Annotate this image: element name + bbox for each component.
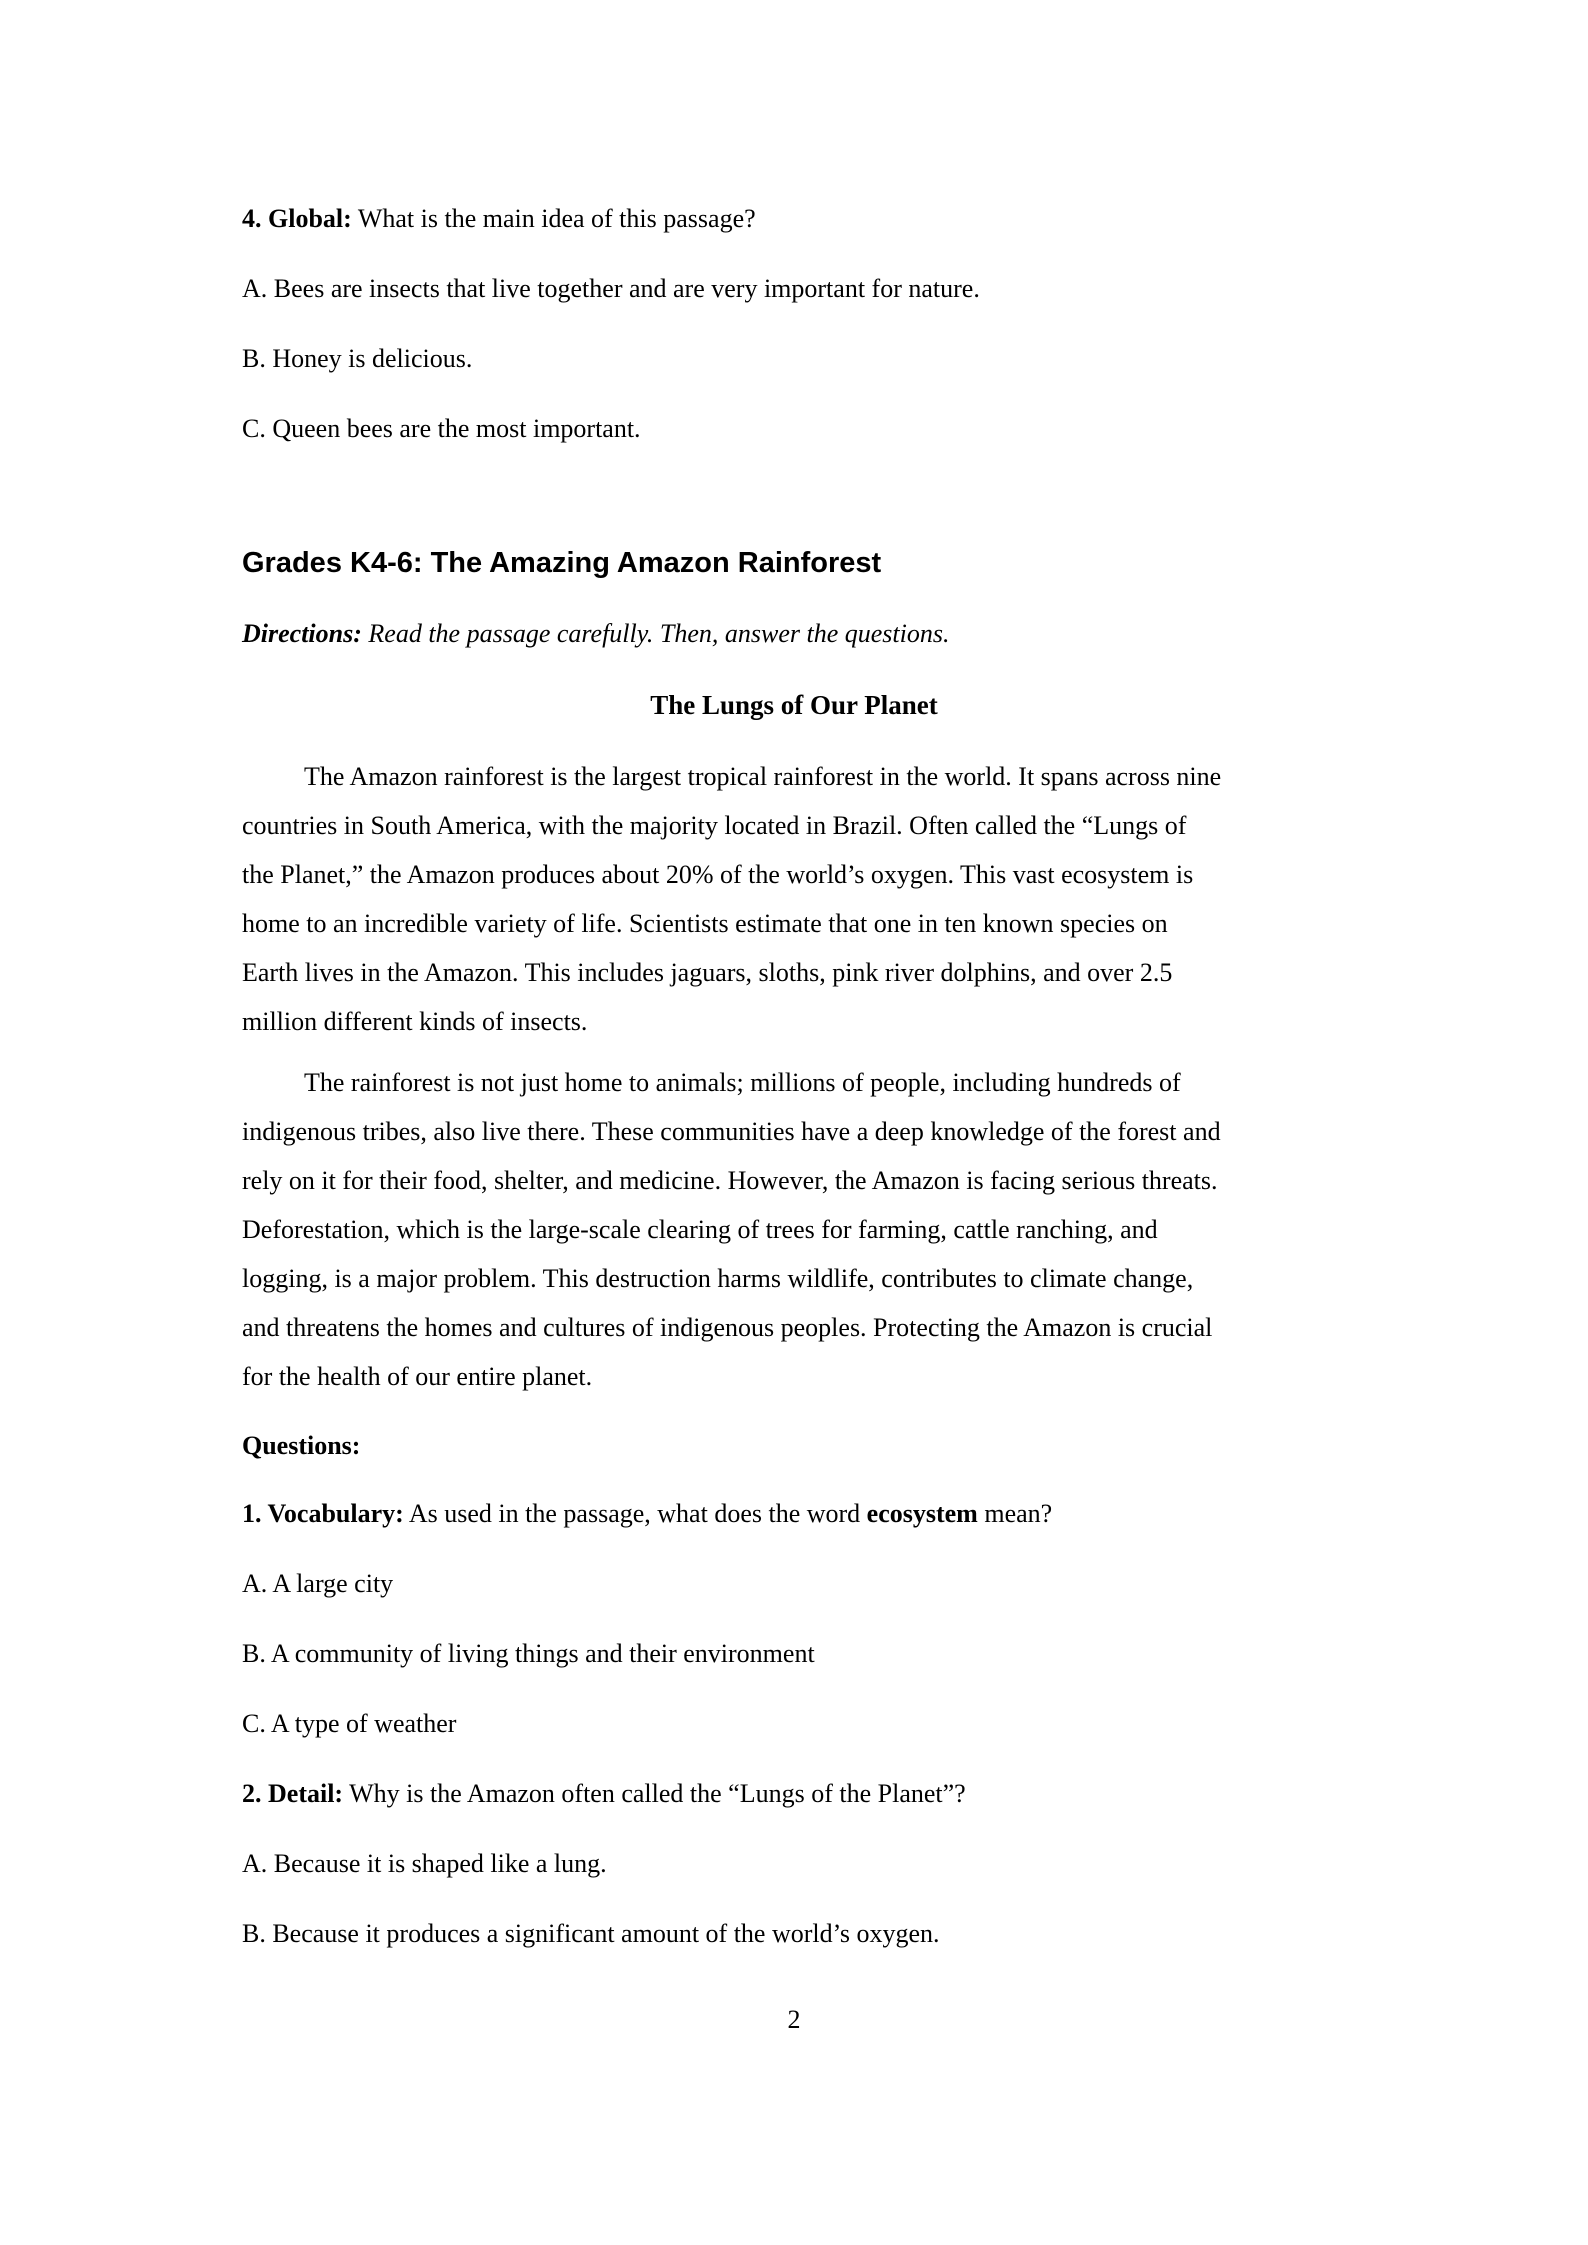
question-1-bold-word: ecosystem — [866, 1499, 978, 1528]
question-2-label: 2. Detail: — [242, 1779, 344, 1808]
paragraph-line: countries in South America, with the majority located in Brazil. Often called the “Lungs of — [242, 811, 1187, 840]
passage-paragraph-2 — [242, 1058, 1346, 1401]
page-number: 2 — [787, 2005, 801, 2034]
paragraph-line: for the health of our entire planet. — [242, 1362, 593, 1391]
question-1-option-a: A. A large city — [242, 1569, 394, 1598]
question-1-text-before: As used in the passage, what does the word — [403, 1499, 867, 1528]
question-1-text-after: mean? — [977, 1499, 1053, 1528]
question-4-option-b: B. Honey is delicious. — [242, 344, 473, 373]
paragraph-line: logging, is a major problem. This destruction harms wildlife, contributes to climate change, — [242, 1264, 1194, 1293]
paragraph-line: Deforestation, which is the large-scale clearing of trees for farming, cattle ranching, and — [242, 1215, 1158, 1244]
passage-title: The Lungs of Our Planet — [650, 690, 938, 720]
directions-text: Read the passage carefully. Then, answer the questions. — [361, 619, 950, 648]
page-content — [242, 194, 1346, 1958]
question-1 — [242, 1489, 1346, 1538]
question-4-option-a: A. Bees are insects that live together and are very important for nature. — [242, 274, 980, 303]
section-heading: Grades K4-6: The Amazing Amazon Rainforest — [242, 547, 882, 579]
questions-label: Questions: — [242, 1431, 361, 1460]
question-2 — [242, 1769, 1346, 1818]
paragraph-line: Earth lives in the Amazon. This includes jaguars, sloths, pink river dolphins, and over 2.5 — [242, 958, 1173, 987]
paragraph-line: indigenous tribes, also live there. These communities have a deep knowledge of the forest and — [242, 1117, 1221, 1146]
paragraph-line: rely on it for their food, shelter, and medicine. However, the Amazon is facing serious threats. — [242, 1166, 1218, 1195]
question-2-option-b: B. Because it produces a significant amount of the world’s oxygen. — [242, 1919, 940, 1948]
question-2-option-a: A. Because it is shaped like a lung. — [242, 1849, 607, 1878]
paragraph-line: The Amazon rainforest is the largest tropical rainforest in the world. It spans across nine — [304, 762, 1222, 791]
question-1-label: 1. Vocabulary: — [242, 1499, 404, 1528]
paragraph-line: home to an incredible variety of life. Scientists estimate that one in ten known species on — [242, 909, 1168, 938]
paragraph-line: and threatens the homes and cultures of indigenous peoples. Protecting the Amazon is crucial — [242, 1313, 1213, 1342]
directions-label: Directions: — [242, 619, 362, 648]
question-2-text: Why is the Amazon often called the “Lungs of the Planet”? — [343, 1779, 966, 1808]
paragraph-line: The rainforest is not just home to animals; millions of people, including hundreds of — [304, 1068, 1181, 1097]
question-4-label: 4. Global: — [242, 204, 352, 233]
question-1-option-c: C. A type of weather — [242, 1709, 457, 1738]
paragraph-line: million different kinds of insects. — [242, 1007, 588, 1036]
question-4-text: What is the main idea of this passage? — [351, 204, 756, 233]
passage-paragraph-1 — [242, 752, 1346, 1046]
question-4-option-c: C. Queen bees are the most important. — [242, 414, 641, 443]
paragraph-line: the Planet,” the Amazon produces about 20% of the world’s oxygen. This vast ecosystem is — [242, 860, 1194, 889]
question-4 — [242, 194, 1346, 243]
question-1-option-b: B. A community of living things and their environment — [242, 1639, 815, 1668]
directions — [242, 610, 1346, 658]
